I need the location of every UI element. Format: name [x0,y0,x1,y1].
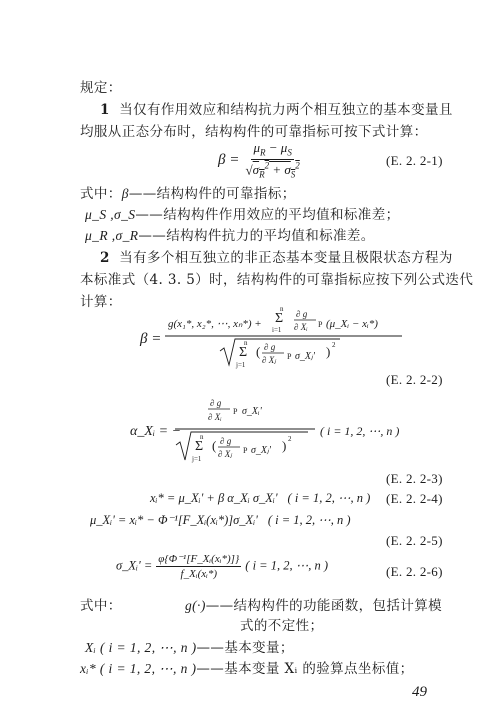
eq2-sum-sign: Σ [275,311,284,326]
eq3-root-sum-bottom: j=1 [192,455,202,463]
where1-r-symbol: μ_R ,σ_R [85,228,139,243]
item2-text-line3: 计算： [80,294,122,310]
eq2-root-partial-x: ∂ Xⱼ [262,355,276,365]
eq2-mu-term: (μ_Xᵢ − xᵢ*) [326,318,378,330]
eq2-root-sum-bottom: j=1 [236,361,246,369]
eq6-denominator: f_Xᵢ(xᵢ*) [180,568,218,580]
eq3-lhs: α_Xᵢ = − [130,424,182,439]
eq2-g-term: g(x₁*, x₂*, ⋯, xₙ*) + [168,318,262,330]
eq6-number: (E. 2. 2-6) [386,564,443,579]
eq2-partial-x: ∂ Xᵢ [294,322,308,332]
page-number: 49 [412,684,427,700]
where1-s-definition: ——结构构件作用效应的平均值和标准差； [135,207,400,223]
where1-r [85,224,375,244]
svg-text:(: ( [256,344,261,359]
eq6-numerator: φ{Φ⁻¹[F_Xᵢ(xᵢ*)]} [158,553,240,565]
where2-xs-symbol: xᵢ* ( i = 1, 2, ⋯, n ) [80,661,197,676]
item1-line1: 当仅有作用效应和结构抗力两个相互独立的基本变量且 [119,102,453,118]
svg-text:): ) [326,344,331,359]
eq3-root-partial-x: ∂ Xⱼ [218,449,232,459]
eq2-root-square: 2 [332,341,336,349]
eq3-root-partial-g: ∂ g [220,436,232,446]
eq2-partial-g: ∂ g [296,309,308,319]
equation-e-2-2-2 [140,305,410,370]
where2-x-definition: ——基本变量； [196,640,294,656]
where2-g-symbol: g(·) [185,598,206,613]
where1-beta-symbol: β [121,186,129,201]
eq3-root-sum-sign: Σ [195,439,204,454]
eq3-root-square: 2 [288,435,292,443]
where1-r-definition: ——结构构件抗力的平均值和标准差。 [138,228,375,244]
equation-e-2-2-1: β = $\frac{\mu_R - \mu_S}{√\sigma_R^2 + \sigma_S^2}$ [218,140,300,180]
eq5-number: (E. 2. 2-5) [386,533,443,548]
equation-e-2-2-5 [90,512,351,528]
eq4-range: ( i = 1, 2, ⋯, n ) [287,491,371,505]
where1-beta [80,182,296,202]
eq2-at-p: P [318,320,323,329]
eq1-fraction: $\frac{\mu_R - \mu_S}{√\sigma_R^2 + \sigma_S^2}$ [245,140,300,180]
eq3-sigma: σ_Xᵢ' [242,406,262,417]
where2-x-symbol: Xᵢ ( i = 1, 2, ⋯, n ) [85,640,197,655]
where2-xs [80,657,414,677]
eq1-number: (E. 2. 2-1) [386,153,443,168]
eq6-lhs: σ_Xᵢ' = [116,558,153,573]
item2-line1: 当有多个相互独立的非正态基本变量且极限状态方程为 [119,250,453,266]
svg-text:(: ( [212,438,217,453]
item2-number: 2 [100,250,110,266]
where1-s [85,203,400,223]
eq2-root-sigma: σ_Xⱼ' [295,351,315,362]
where2-x [85,636,294,656]
item2-text-line1 [100,246,453,266]
where1-beta-definition: ——结构构件的可靠指标； [128,186,296,202]
eq2-root-sum-sign: Σ [239,345,248,360]
eq2-root-at-p: P [287,352,292,361]
eq2-lhs: β = [140,331,162,347]
svg-text:): ) [282,438,287,453]
item2-text-line2: 本标准式（4. 3. 5）时，结构构件的可靠指标应按下列公式迭代 [80,272,474,288]
where2-lead: 式中： [80,598,122,614]
eq4-body: xᵢ* = μ_Xᵢ' + β α_Xᵢ σ_Xᵢ' [150,491,278,505]
eq3-number: (E. 2. 2-3) [386,471,443,486]
where1-lead: 式中： [80,186,122,202]
eq6-range: ( i = 1, 2, ⋯, n ) [245,558,329,573]
where1-s-symbol: μ_S ,σ_S [85,207,136,222]
eq3-at-p: P [233,407,238,416]
eq3-root-sum-top: n [200,433,204,441]
where2-g-definition-2: 式的不定性； [240,618,324,634]
where2-g-definition-1: ——结构构件的功能函数，包括计算模 [205,598,443,614]
eq3-partial-x: ∂ Xᵢ [208,412,222,422]
eq2-number: (E. 2. 2-2) [386,372,443,387]
eq2-root-partial-g: ∂ g [264,342,276,352]
eq3-root-at-p: P [243,446,248,455]
eq4-number: (E. 2. 2-4) [386,491,443,506]
eq5-range: ( i = 1, 2, ⋯, n ) [267,513,351,527]
where2-g [185,594,442,614]
eq2-sum-bottom: i=1 [272,326,282,334]
eq1-beta: β [218,151,226,168]
where2-xs-definition: ——基本变量 Xᵢ 的验算点坐标值； [196,661,414,677]
eq3-range: ( i = 1, 2, ⋯, n ) [320,424,400,438]
intro-label: 规定： [80,80,122,96]
equation-e-2-2-3 [130,395,400,470]
eq3-root-sigma: σ_Xⱼ' [251,445,271,456]
item1-text-line2: 均服从正态分布时，结构构件的可靠指标可按下式计算： [80,124,428,140]
eq3-partial-g: ∂ g [210,398,222,408]
item1-text-line1 [100,98,453,118]
eq5-body: μ_Xᵢ' = xᵢ* − Φ⁻¹[F_Xᵢ(xᵢ*)]σ_Xᵢ' [90,513,258,527]
item1-number: 1 [100,102,110,118]
eq2-sum-top: n [280,305,284,313]
equation-e-2-2-4 [150,490,370,506]
eq2-root-sum-top: n [244,339,248,347]
equation-e-2-2-6 [116,552,328,580]
eq6-fraction [156,552,241,580]
